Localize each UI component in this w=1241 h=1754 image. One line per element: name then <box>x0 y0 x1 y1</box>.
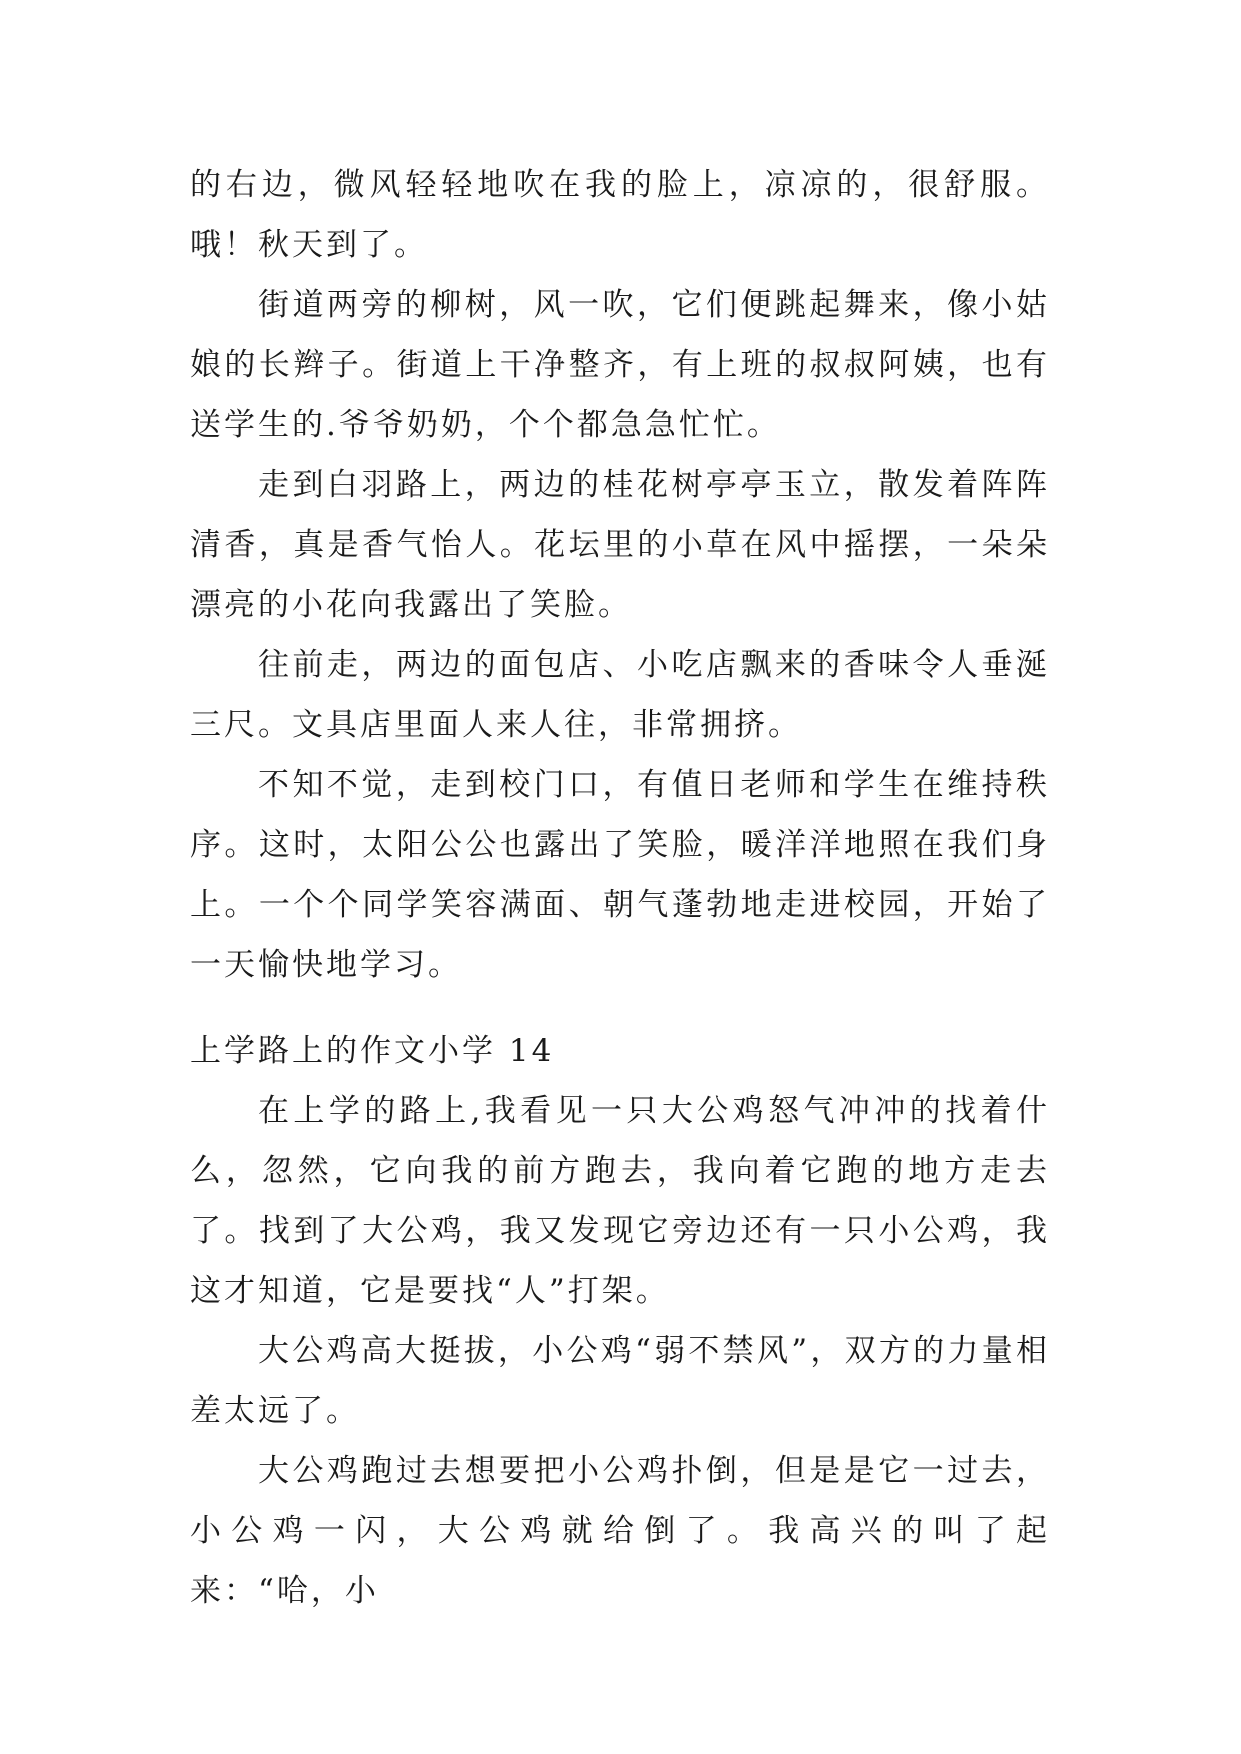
paragraph: 街道两旁的柳树，风一吹，它们便跳起舞来，像小姑娘的长辫子。街道上干净整齐，有上班的叔叔阿姨，也有送学生的.爷爷奶奶，个个都急急忙忙。 <box>190 287 1050 443</box>
paragraph: 往前走，两边的面包店、小吃店飘来的香味令人垂涎三尺。文具店里面人来人往，非常拥挤。 <box>190 647 1050 743</box>
paragraph: 不知不觉，走到校门口，有值日老师和学生在维持秩序。这时，太阳公公也露出了笑脸，暖洋洋地照在我们身上。一个个同学笑容满面、朝气蓬勃地走进校园，开始了一天愉快地学习。 <box>190 767 1050 983</box>
paragraph: 大公鸡高大挺拔，小公鸡“弱不禁风”，双方的力量相差太远了。 <box>190 1333 1050 1429</box>
paragraph: 大公鸡跑过去想要把小公鸡扑倒，但是是它一过去，小公鸡一闪，大公鸡就给倒了。我高兴的叫了起来：“哈，小 <box>190 1453 1050 1609</box>
essay-section-1 <box>190 155 1050 995</box>
paragraph-continuation: 的右边，微风轻轻地吹在我的脸上，凉凉的，很舒服。哦！秋天到了。 <box>190 167 1050 263</box>
paragraph: 走到白羽路上，两边的桂花树亭亭玉立，散发着阵阵清香，真是香气怡人。花坛里的小草在风中摇摆，一朵朵漂亮的小花向我露出了笑脸。 <box>190 467 1050 623</box>
essay-title: 上学路上的作文小学 14 <box>190 1033 555 1069</box>
essay-section-2 <box>190 1081 1050 1621</box>
paragraph: 在上学的路上,我看见一只大公鸡怒气冲冲的找着什么，忽然，它向我的前方跑去，我向着它跑的地方走去了。找到了大公鸡，我又发现它旁边还有一只小公鸡，我这才知道，它是要找“人”打架。 <box>190 1093 1050 1309</box>
